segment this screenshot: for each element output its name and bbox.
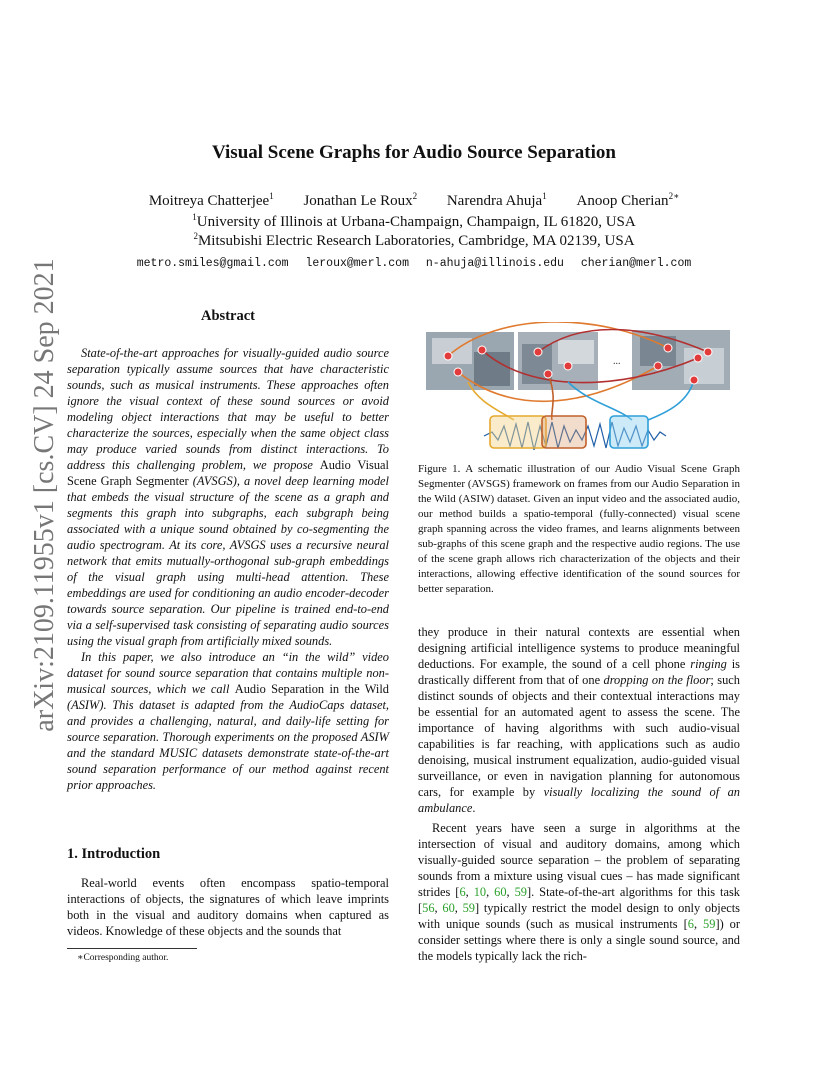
audio-region-3 xyxy=(610,416,648,448)
frame-ellipsis: ... xyxy=(613,356,621,367)
footnote: ∗Corresponding author. xyxy=(77,953,169,963)
citation-link[interactable]: 59 xyxy=(703,917,716,931)
right-paragraph-2: Recent years have seen a surge in algorithms at the intersection of visual and auditory domains, among which visually-guided source separation – the problem of separating sounds from a mixture using visual cues – has made significant strides [6, 10, 60, 59]. State-of-the-art algorithms for this task [56, 60, 59] typically restrict the model design to only objects with unique sounds (such as musical instruments [6, 59]) or consider settings where there is only a single sound source, and the models typically lack the rich- xyxy=(418,821,740,963)
citation-link[interactable]: 59 xyxy=(514,885,527,899)
email-list xyxy=(0,257,828,270)
email-1[interactable]: metro.smiles@gmail.com xyxy=(136,257,289,270)
citation-link[interactable]: 6 xyxy=(459,885,466,899)
abstract-paragraph-1: State-of-the-art approaches for visually-guided audio source separation typically assume sources that have characteristic sounds, such as musical instruments. These approaches often ignore the visual context of these sound sources or avoid modeling object interactions that may be useful to better characterize the sources, especially when the same object class may produce varied sounds from distinct interactions. To address this challenging problem, we propose Audio Visual Scene Graph Segmenter (AVSGS), a novel deep learning model that embeds the visual structure of the scene as a graph and segments this graph into subgraphs, each subgraph being associated with a unique sound obtained by co-segmenting the audio spectrogram. At its core, AVSGS uses a recursive neural network that emits mutually-orthogonal sub-graph embeddings of the visual graph using multi-head attention. These embeddings are used for conditioning an audio encoder-decoder towards source separation. Our pipeline is trained end-to-end via a self-supervised task consisting of separating audio sources using the visual graph from artificially mixed sounds. xyxy=(67,346,390,648)
intro-paragraph-1: Real-world events often encompass spatio-temporal interactions of objects, the signatures of which leave imprints both in the visual and auditory domains when captured as videos. Knowledge of these objects and the sounds that xyxy=(67,876,389,938)
author-list xyxy=(0,193,828,210)
author-1: Moitreya Chatterjee$^1$ xyxy=(148,191,274,209)
citation-link[interactable]: 60 xyxy=(494,885,507,899)
email-4[interactable]: cherian@merl.com xyxy=(580,257,692,270)
email-3[interactable]: n-ahuja@illinois.edu xyxy=(425,257,564,270)
email-2[interactable]: leroux@merl.com xyxy=(305,257,409,270)
audio-region-1 xyxy=(490,416,546,448)
right-paragraph-1: they produce in their natural contexts are essential when designing artificial intelligence systems to produce meaningful deductions. For example, the sound of a cell phone ringing is drastically different from that of one dropping on the floor; such distinct sounds of objects and their contextual interactions may be essential for an automated agent to assess the scene. The importance of having algorithms with such audio-visual capabilities is far reaching, with applications such as audio denoising, musical instrument equalization, audio-guided visual surveillance, or even in navigation planning for autonomous cars, for example by visually localizing the sound of an ambulance. xyxy=(418,625,741,815)
abstract-heading: Abstract xyxy=(201,308,255,324)
author-4: Anoop Cherian$^{2∗}$ xyxy=(576,191,680,209)
affiliation-1: $^1$University of Illinois at Urbana-Champaign, Champaign, IL 61820, USA xyxy=(192,212,636,230)
figure-1-caption: Figure 1. A schematic illustration of our Audio Visual Scene Graph Segmenter (AVSGS) framework on frames from our Audio Separation in the Wild (ASIW) dataset. Given an input video and the associated audio, our method builds a spatio-temporal (fully-connected) visual scene graph spanning across the video frames, and learns alignments between sub-graphs of this scene graph and the respective audio regions. The use of the scene graph allows rich characterization of the objects and their interactions, allowing effective identification of the sound sources for better separation. xyxy=(418,463,740,595)
citation-link[interactable]: 60 xyxy=(442,901,455,915)
paper-title: Visual Scene Graphs for Audio Source Separation xyxy=(212,142,616,163)
citation-link[interactable]: 56 xyxy=(422,901,435,915)
author-3: Narendra Ahuja$^1$ xyxy=(446,191,547,209)
footnote-rule xyxy=(67,948,197,949)
figure-1-illustration xyxy=(418,322,740,450)
audio-region-2 xyxy=(542,416,586,448)
arxiv-stamp: arXiv:2109.11955v1 [cs.CV] 24 Sep 2021 xyxy=(29,258,60,732)
author-2: Jonathan Le Roux$^2$ xyxy=(303,191,418,209)
abstract-paragraph-2: In this paper, we also introduce an “in the wild” video dataset for sound source separation that contains multiple non-musical sources, which we call Audio Separation in the Wild (ASIW). This dataset is adapted from the AudioCaps dataset, and provides a challenging, natural, and daily-life setting for source separation. Thorough experiments on the proposed ASIW and the standard MUSIC datasets demonstrate state-of-the-art sound separation performance of our method against recent prior approaches. xyxy=(67,650,390,792)
citation-link[interactable]: 6 xyxy=(687,917,694,931)
section-heading-introduction: 1. Introduction xyxy=(67,846,161,862)
scene-graph-diagram xyxy=(418,322,740,450)
affiliation-2: $^2$Mitsubishi Electric Research Laboratories, Cambridge, MA 02139, USA xyxy=(193,231,635,249)
abstract-body xyxy=(67,345,389,793)
citation-link[interactable]: 10 xyxy=(473,885,487,899)
citation-link[interactable]: 59 xyxy=(462,901,475,915)
right-column-body xyxy=(418,624,740,964)
intro-body xyxy=(67,875,389,939)
